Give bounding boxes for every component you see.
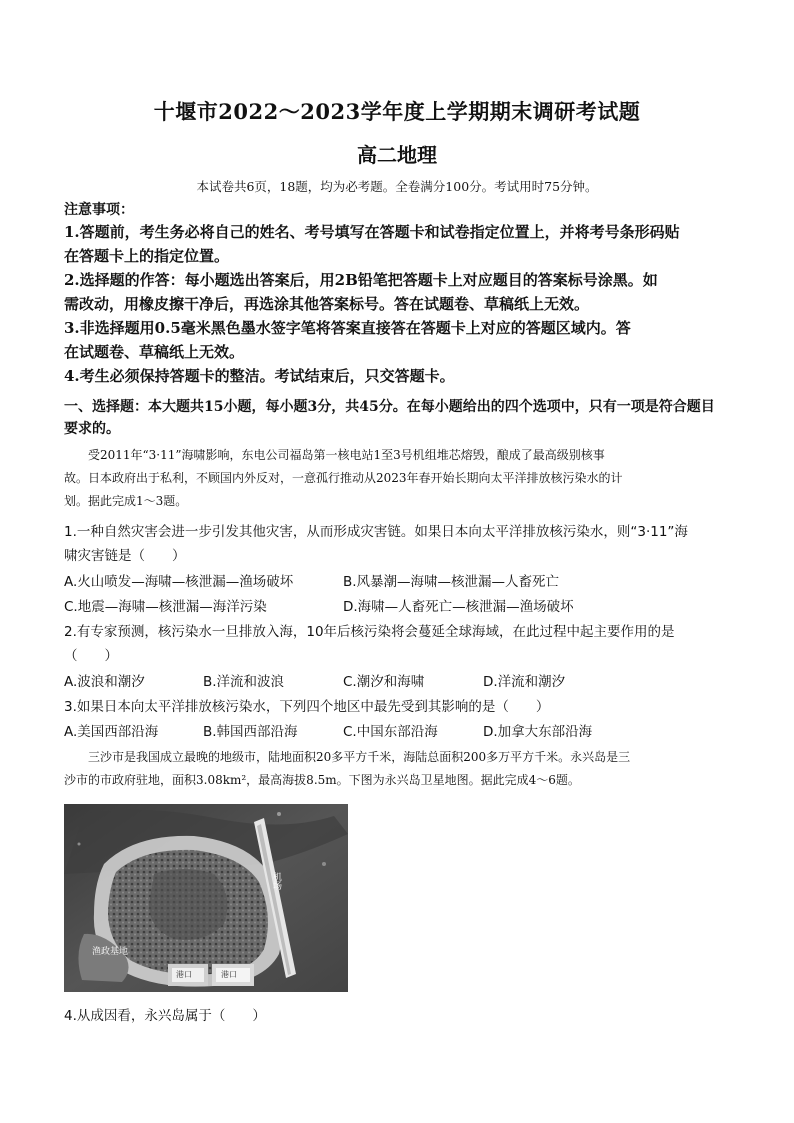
question-line: 啸灾害链是（ ） [64,548,186,564]
question-1-stem [64,520,734,568]
question-line: 2.有专家预测，核污染水一旦排放入海，10年后核污染将会蔓延全球海域，在此过程中起主要作用的是 [64,624,675,640]
question-line: 1.一种自然灾害会进一步引发其他灾害，从而形成灾害链。如果日本向太平洋排放核污染水，则“3·11”海 [64,524,688,540]
question-2-options [64,670,734,694]
map-label-airport: 机场 [271,872,281,890]
passage-line: 三沙市是我国成立最晚的地级市，陆地面积20多平方千米，海陆总面积200多万平方千米。永兴岛是三 [88,750,631,764]
question-2-stem [64,620,734,668]
notice-line: 在试题卷、草稿纸上无效。 [64,343,245,361]
option-b: B.韩国西部沿海 [203,724,298,740]
option-a: A.美国西部沿海 [64,724,159,740]
option-d: D.海啸—人畜死亡—核泄漏—渔场破坏 [343,599,574,615]
satellite-map-graphic [64,804,348,992]
question-line: （ ） [64,648,118,664]
passage-line: 划。据此完成1～3题。 [64,494,188,508]
option-a: A.火山喷发—海啸—核泄漏—渔场破坏 [64,574,294,590]
question-1-options-row2 [64,595,734,619]
map-label-port: 港口 [221,970,237,979]
passage-2 [64,746,734,792]
section-line: 要求的。 [64,421,120,437]
notice-list [64,220,734,388]
notice-line: 在答题卡上的指定位置。 [64,247,230,265]
question-1-options-row1 [64,570,734,594]
map-label-port: 港口 [176,970,192,979]
passage-line: 受2011年“3·11”海啸影响，东电公司福岛第一核电站1至3号机组堆芯熔毁，酿成了最高级别核事 [88,448,605,462]
option-d: D.洋流和潮汐 [483,674,566,690]
page-title: 十堰市2022～2023学年度上学期期末调研考试题 [153,99,641,124]
passage-line: 故。日本政府出于私利，不顾国内外反对，一意孤行推动从2023年春开始长期向太平洋排放核污染水的计 [64,471,623,485]
map-label-fishery-base: 渔政基地 [92,947,129,957]
option-d: D.加拿大东部沿海 [483,724,593,740]
question-3-stem [64,695,734,719]
question-3-options [64,720,734,744]
notice-line: 2.选择题的作答：每小题选出答案后，用2B铅笔把答题卡上对应题目的答案标号涂黑。如 [64,271,658,289]
option-a: A.波浪和潮汐 [64,674,145,690]
section-heading [64,396,734,440]
option-b: B.洋流和波浪 [203,674,285,690]
option-b: B.风暴潮—海啸—核泄漏—人畜死亡 [343,574,560,590]
question-line: 4.从成因看，永兴岛属于（ ） [64,1008,266,1024]
question-line: 3.如果日本向太平洋排放核污染水，下列四个地区中最先受到其影响的是（ ） [64,699,550,715]
passage-line: 沙市的市政府驻地，面积3.08km²，最高海拔8.5m。下图为永兴岛卫星地图。据此完成4～6题。 [64,773,580,787]
yongxing-island-satellite-map [64,804,348,992]
notice-line: 3.非选择题用0.5毫米黑色墨水签字笔将答案直接答在答题卡上对应的答题区域内。答 [64,319,631,337]
exam-info: 本试卷共6页，18题，均为必考题。全卷满分100分。考试用时75分钟。 [196,179,598,194]
notice-line: 需改动，用橡皮擦干净后，再选涂其他答案标号。答在试题卷、草稿纸上无效。 [64,295,590,313]
section-line: 一、选择题：本大题共15小题，每小题3分，共45分。在每小题给出的四个选项中，只有一项是符合题目 [64,399,715,415]
question-4-stem [64,1004,734,1028]
page-subtitle: 高二地理 [357,143,437,167]
notice-line: 1.答题前，考生务必将自己的姓名、考号填写在答题卡和试卷指定位置上，并将考号条形码贴 [64,223,680,241]
option-c: C.地震—海啸—核泄漏—海洋污染 [64,599,267,615]
notice-heading: 注意事项： [64,202,134,218]
option-c: C.中国东部沿海 [343,724,438,740]
option-c: C.潮汐和海啸 [343,674,425,690]
passage-1 [64,444,734,513]
notice-line: 4.考生必须保持答题卡的整洁。考试结束后，只交答题卡。 [64,367,455,385]
